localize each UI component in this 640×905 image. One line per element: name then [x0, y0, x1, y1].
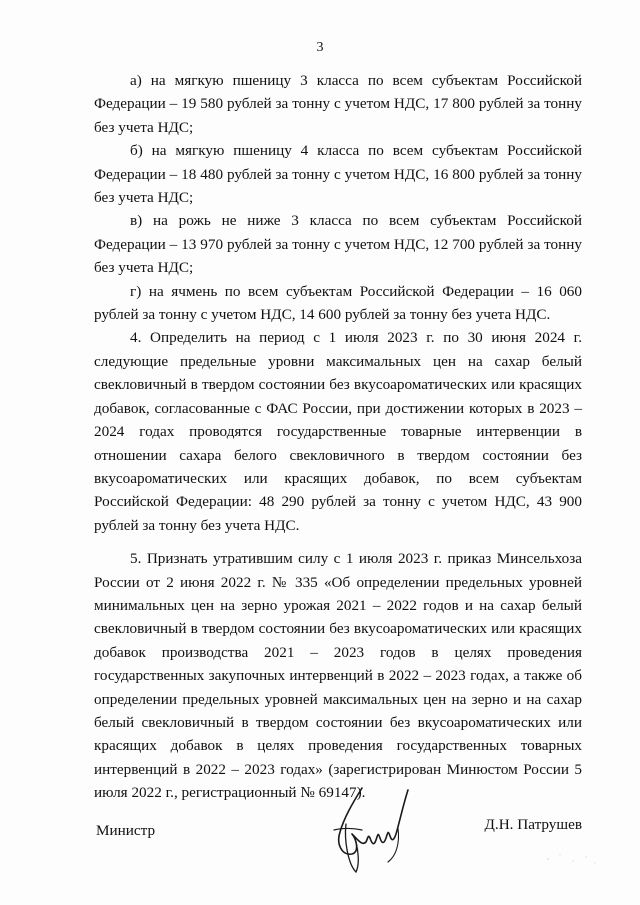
signatory-name: Д.Н. Патрушев	[484, 816, 582, 833]
paragraph-item-v: в) на рожь не ниже 3 класса по всем субъектам Российской Федерации – 13 970 рублей за тонну с учетом НДС, 12 700 рублей за тонну без учета НДС;	[94, 212, 582, 277]
paragraph-item-b: б) на мягкую пшеницу 4 класса по всем субъектам Российской Федерации – 18 480 рублей за тонну с учетом НДС, 16 800 рублей за тонну без учета НДС;	[94, 142, 582, 207]
paragraph-item-a: а) на мягкую пшеницу 3 класса по всем субъектам Российской Федерации – 19 580 рублей за тонну с учетом НДС, 17 800 рублей за тонну без учета НДС;	[94, 72, 582, 136]
handwritten-signature	[322, 784, 412, 874]
paragraph-item-g: г) на ячмень по всем субъектам Российской Федерации – 16 060 рублей за тонну с учетом НДС, 14 600 рублей за тонну без учета НДС.	[94, 282, 582, 324]
page-number: 3	[316, 40, 324, 55]
document-body	[94, 69, 582, 805]
paragraph-clause-4: 4. Определить на период с 1 июля 2023 г. по 30 июня 2024 г. следующие предельные уровни максимальных цен на сахар белый свекловичный в твердом состоянии без вкусоароматических или красящих добавок, согласованные с ФАС России, при достижении которых в 2023 – 2024 годах проводятся государственные товарные интервенции в отношении сахара белого свекловичного в твердом состоянии без вкусоароматических или красящих добавок, по всем субъектам Российской Федерации: 48 290 рублей за тонну с учетом НДС, 43 900 рублей за тонну без учета НДС.	[94, 329, 582, 534]
paragraph-clause-5: 5. Признать утратившим силу с 1 июля 2023 г. приказ Минсельхоза России от 2 июня 2022 г. № 335 «Об определении предельных уровней минимальных цен на зерно урожая 2021 – 2022 годов и на сахар белый свекловичный в твердом состоянии без вкусоароматических или красящих добавок производства 2021 – 2023 годов в целях проведения государственных закупочных интервенций в 2022 – 2023 годах, а также об определении предельных уровней максимальных цен на зерно и на сахар белый свекловичный в твердом состоянии без вкусоароматических или красящих добавок в целях проведения государственных товарных интервенций в 2022 – 2023 годах» (зарегистрирован Минюстом России 5 июля 2022 г., регистрационный № 69147).	[94, 550, 582, 802]
scan-artifact	[540, 849, 600, 869]
signature-block	[94, 812, 582, 862]
signatory-title: Министр	[96, 822, 156, 839]
